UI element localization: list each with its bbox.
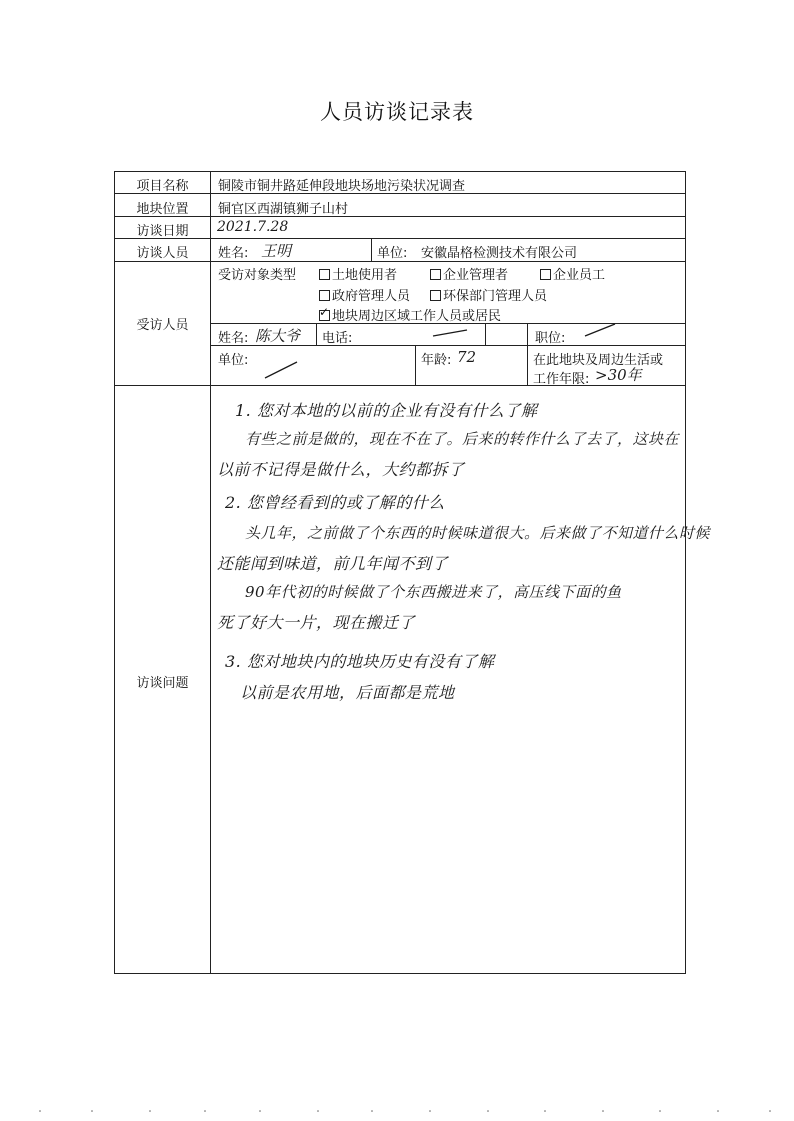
option-label: 土地使用者 [332,268,398,283]
answer-line: 以前是农用地，后面都是荒地 [240,683,455,702]
option-label: 地块周边区域工作人员或居民 [332,309,502,324]
slash-mark [433,330,467,336]
option-label: 企业管理者 [443,268,509,283]
answer-line: 3. 您对地块内的地块历史有没有了解 [225,652,495,671]
interviewee-name-value: 陈大爷 [255,327,301,345]
answer-line: 1. 您对本地的以前的企业有没有什么了解 [235,401,538,420]
interviewee-name-label: 姓名: [218,331,249,346]
interviewee-type-label: 受访对象类型 [218,268,297,283]
interview-questions-label: 访谈问题 [136,676,189,691]
slash-mark [265,362,297,378]
answer-line: 90年代初的时候做了个东西搬进来了，高压线下面的鱼 [245,583,622,601]
interview-record-form [114,171,711,974]
years-value: >30年 [595,366,642,384]
option-label: 政府管理人员 [332,289,411,304]
interview-date-value: 2021.7.28 [217,219,289,235]
plot-location-value: 铜官区西湖镇狮子山村 [218,202,349,217]
interviewer-unit-label: 单位: [377,246,408,261]
slash-mark [585,324,615,336]
answer-line: 头几年，之前做了个东西的时候味道很大。后来做了不知道什么时候 [245,524,711,542]
option-label: 环保部门管理人员 [443,289,548,304]
interviewer-name-label: 姓名: [218,246,249,261]
years-label-line1: 在此地块及周边生活或 [533,353,664,368]
answer-line: 死了好大一片，现在搬迁了 [217,613,416,632]
plot-location-label: 地块位置 [136,202,189,217]
answer-line: 还能闻到味道，前几年闻不到了 [217,554,449,573]
option-label: 企业员工 [553,268,606,283]
interviewee-phone-label: 电话: [322,331,353,346]
interviewer-name-value: 王明 [261,242,292,260]
check-mark-icon: ✓ [319,305,330,319]
interviewee-label: 受访人员 [136,318,189,333]
interviewee-position-label: 职位: [535,331,566,346]
interviewee-age-label: 年龄: [421,353,452,368]
years-label-line2: 工作年限: [533,372,590,387]
answer-line: 2. 您曾经看到的或了解的什么 [225,493,445,512]
interviewer-label: 访谈人员 [136,246,189,261]
answer-line: 以前不记得是做什么，大约都拆了 [217,460,465,479]
project-name-label: 项目名称 [136,179,189,194]
interviewer-unit-value: 安徽晶格检测技术有限公司 [421,246,578,261]
answer-line: 有些之前是做的，现在不在了。后来的转作什么了去了，这块在 [245,430,680,448]
interviewee-unit-label: 单位: [218,353,249,368]
interviewee-age-value: 72 [457,348,477,366]
page-title: 人员访谈记录表 [320,100,474,124]
project-name-value: 铜陵市铜井路延伸段地块场地污染状况调查 [218,179,466,194]
scan-noise [0,1108,794,1114]
interview-date-label: 访谈日期 [136,224,189,239]
